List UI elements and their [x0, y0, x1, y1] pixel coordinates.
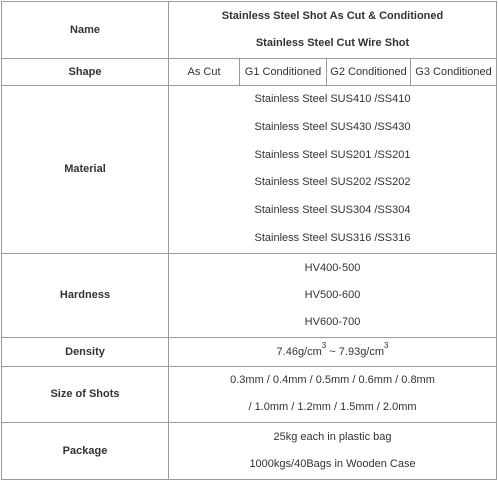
shape-as-cut: As Cut: [169, 59, 240, 86]
hardness-value: [169, 253, 497, 337]
density-high-exp: 3: [384, 341, 389, 351]
density-high: 7.93g/cm: [338, 345, 385, 358]
material-line: Stainless Steel SUS410 /SS410: [254, 93, 411, 106]
row-density: [2, 337, 497, 366]
shape-g3: G3 Conditioned: [411, 59, 497, 86]
name-label: Name: [2, 2, 169, 59]
hardness-label: Hardness: [2, 253, 169, 337]
row-shape: [2, 59, 497, 86]
material-line: Stainless Steel SUS430 /SS430: [254, 120, 411, 133]
name-line: Stainless Steel Shot As Cut & Conditioned: [221, 10, 444, 23]
shape-label: Shape: [2, 59, 169, 86]
hardness-line: HV500-600: [304, 288, 361, 301]
material-line: Stainless Steel SUS202 /SS202: [254, 176, 411, 189]
density-low: 7.46g/cm: [276, 345, 322, 358]
size-line: / 1.0mm / 1.2mm / 1.5mm / 2.0mm: [248, 401, 417, 414]
material-line: Stainless Steel SUS316 /SS316: [254, 231, 411, 244]
hardness-line: HV600-700: [304, 315, 361, 328]
material-label: Material: [2, 86, 169, 253]
material-line: Stainless Steel SUS304 /SS304: [254, 204, 411, 217]
size-value: [169, 366, 497, 422]
density-low-exp: 3: [321, 341, 327, 351]
row-hardness: [2, 253, 497, 337]
name-value: [169, 2, 497, 59]
shape-g2: G2 Conditioned: [327, 59, 411, 86]
size-line: 0.3mm / 0.4mm / 0.5mm / 0.6mm / 0.8mm: [230, 374, 435, 387]
name-line: Stainless Steel Cut Wire Shot: [255, 37, 410, 50]
material-value: [169, 86, 497, 253]
package-label: Package: [2, 422, 169, 479]
package-value: [169, 422, 497, 479]
row-material: [2, 86, 497, 253]
package-line: 1000kgs/40Bags in Wooden Case: [249, 457, 416, 470]
row-package: [2, 422, 497, 479]
row-name: [2, 2, 497, 59]
package-line: 25kg each in plastic bag: [273, 430, 392, 443]
density-value: [169, 337, 497, 366]
row-size: [2, 366, 497, 422]
material-line: Stainless Steel SUS201 /SS201: [254, 148, 411, 161]
shape-g1: G1 Conditioned: [240, 59, 327, 86]
hardness-line: HV400-500: [304, 261, 361, 274]
density-label: Density: [2, 337, 169, 366]
density-sep: ~: [326, 345, 339, 358]
size-label: Size of Shots: [2, 366, 169, 422]
spec-table: [1, 1, 497, 480]
